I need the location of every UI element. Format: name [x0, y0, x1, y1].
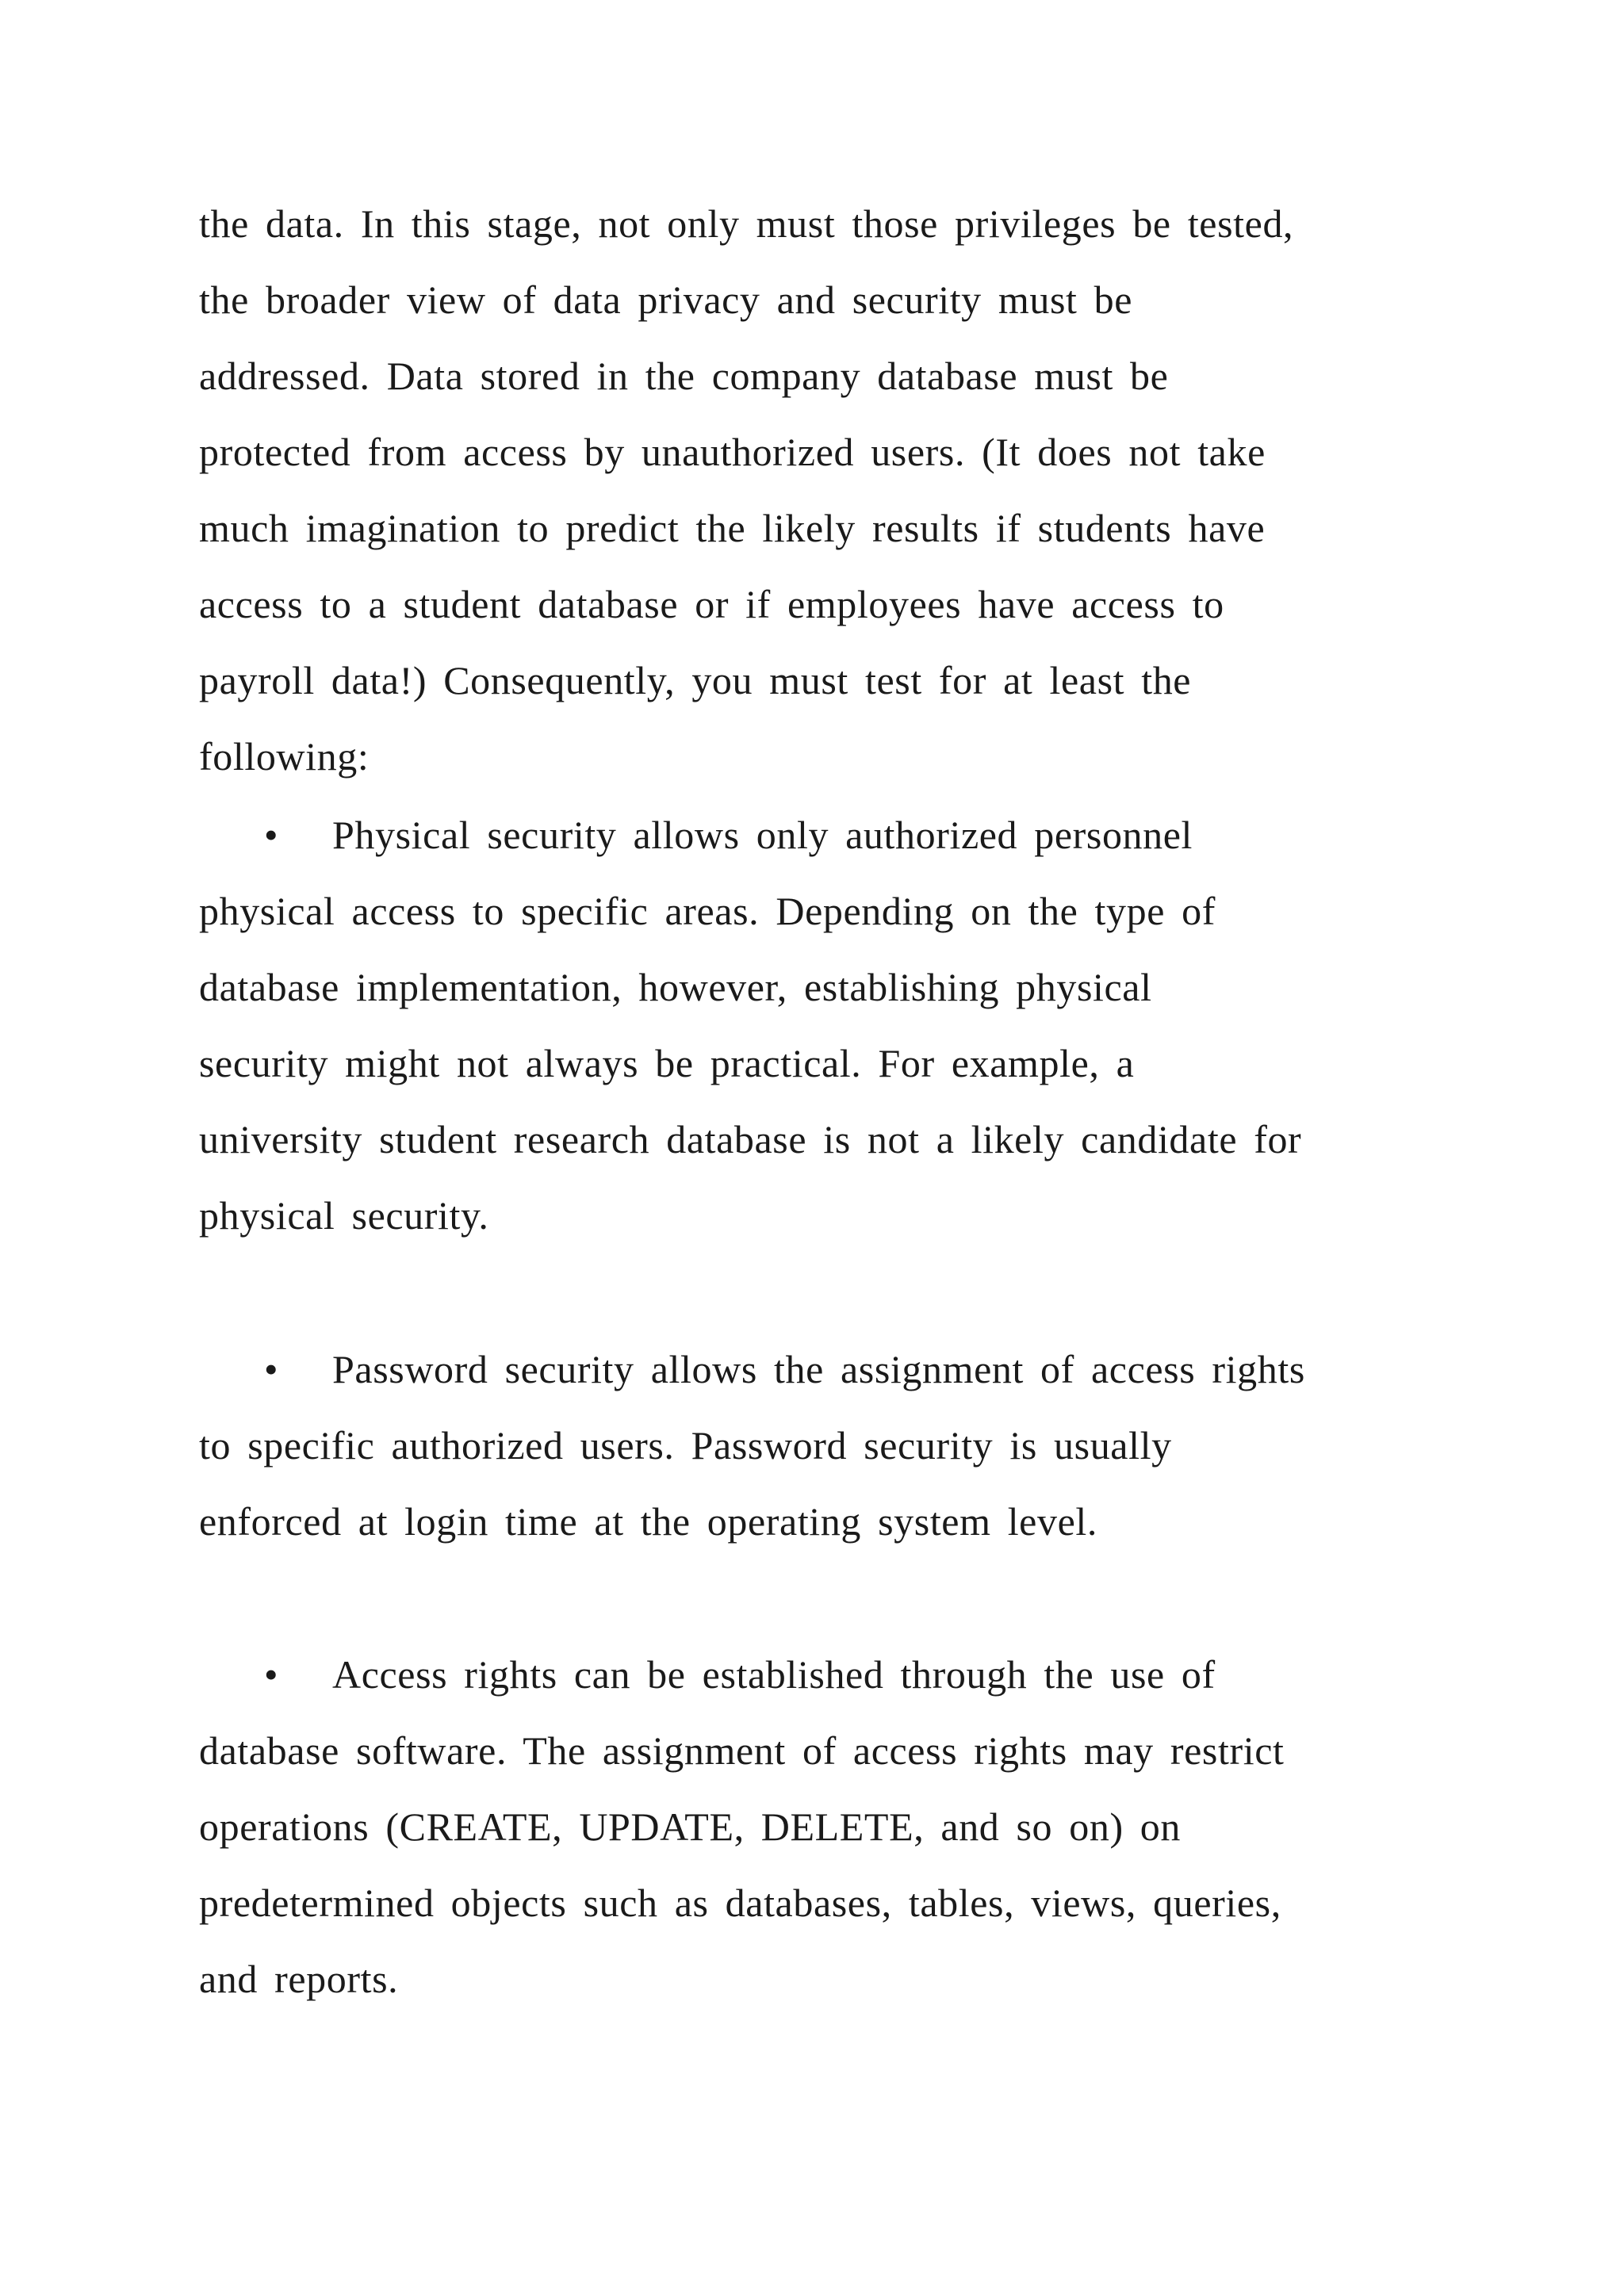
bullet-line: enforced at login time at the operating system level.: [199, 1499, 1097, 1544]
intro-line: access to a student database or if employees have access to: [199, 582, 1224, 626]
bullet-line: database software. The assignment of access rights may restrict: [199, 1728, 1285, 1773]
bullet-line: security might not always be practical. For example, a: [199, 1041, 1135, 1085]
intro-paragraph: [199, 186, 1468, 794]
intro-line: addressed. Data stored in the company database must be: [199, 354, 1169, 398]
bullet-line: predetermined objects such as databases, tables, views, queries,: [199, 1881, 1281, 1925]
bullet-icon: •: [264, 1652, 279, 1697]
bullet-line: operations (CREATE, UPDATE, DELETE, and so on) on: [199, 1804, 1182, 1849]
bullet-line: university student research database is not a likely candidate for: [199, 1117, 1302, 1161]
bullet-line: physical security.: [199, 1193, 489, 1238]
intro-line: much imagination to predict the likely results if students have: [199, 506, 1266, 550]
bullet-line: physical access to specific areas. Depending on the type of: [199, 889, 1216, 933]
intro-line: protected from access by unauthorized users. (It does not take: [199, 430, 1266, 474]
bullet-physical-security: [199, 797, 1468, 1253]
bullet-icon: •: [264, 1347, 279, 1391]
bullet-first-line: Password security allows the assignment of access rights: [332, 1347, 1305, 1391]
bullet-first-line: Access rights can be established through the use of: [332, 1652, 1216, 1697]
intro-line: following:: [199, 734, 370, 779]
bullet-line: to specific authorized users. Password security is usually: [199, 1423, 1172, 1468]
intro-line: payroll data!) Consequently, you must test for at least the: [199, 658, 1192, 702]
intro-line: the data. In this stage, not only must those privileges be tested,: [199, 201, 1294, 246]
bullet-first-line: Physical security allows only authorized personnel: [332, 813, 1193, 857]
bullet-line: database implementation, however, establishing physical: [199, 965, 1152, 1009]
bullet-access-rights: [199, 1636, 1468, 2017]
intro-line: the broader view of data privacy and security must be: [199, 277, 1133, 322]
bullet-icon: •: [264, 813, 279, 857]
bullet-line: and reports.: [199, 1957, 399, 2001]
bullet-password-security: [199, 1331, 1468, 1559]
